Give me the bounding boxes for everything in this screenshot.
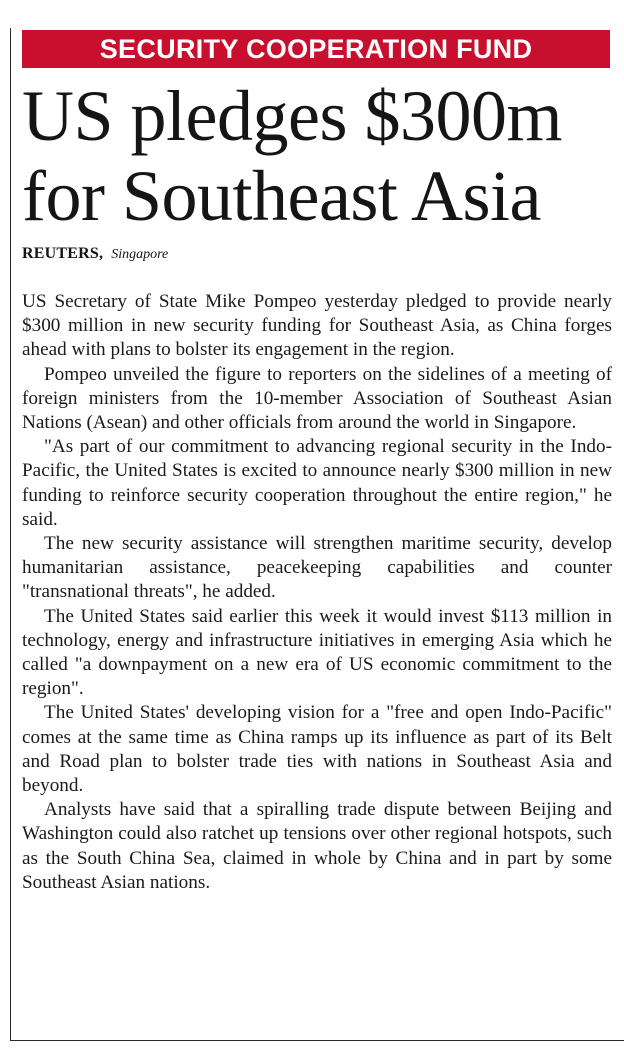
article-paragraph-4: The new security assistance will strengthen maritime security, develop humanitarian assistance, peacekeeping capabilities and counter "transnational threats", he added. [22,533,612,603]
article-paragraph-1: US Secretary of State Mike Pompeo yesterday pledged to provide nearly $300 million in new security funding for Southeast Asia, as China forges ahead with plans to bolster its engagement in the region. [22,291,612,361]
article-paragraph-5: The United States said earlier this week it would invest $113 million in technology, energy and infrastructure initiatives in emerging Asia which he called "a downpayment on a new era of US economic commitment to the region". [22,605,612,700]
section-kicker-banner: SECURITY COOPERATION FUND [22,30,610,68]
article-paragraph-6: The United States' developing vision for a "free and open Indo-Pacific" comes at the same time as China ramps up its influence as part of its Belt and Road plan to bolster trade ties with nations in Southeast Asia and beyond. [22,702,612,797]
byline-agency: REUTERS, [22,245,104,262]
article-headline: US pledges $300m for Southeast Asia [22,76,562,236]
article-paragraph-7: Analysts have said that a spiralling trade dispute between Beijing and Washington could also ratchet up tensions over other regional hotspots, such as the South China Sea, claimed in whole by China and in part by some Southeast Asian nations. [22,799,612,893]
byline [22,244,522,265]
article-body [22,290,612,895]
left-border-rule [10,28,11,1040]
article-paragraph-3: "As part of our commitment to advancing regional security in the Indo-Pacific, the United States is excited to announce nearly $300 million in new funding to reinforce security cooperation throughout the entire region," he said. [22,436,612,530]
byline-dateline: Singapore [111,247,169,262]
bottom-border-rule [10,1040,624,1041]
article-paragraph-2: Pompeo unveiled the figure to reporters on the sidelines of a meeting of foreign ministers from the 10-member Association of Southeast Asian Nations (Asean) and other officials from around the world in Singapore. [22,363,612,434]
